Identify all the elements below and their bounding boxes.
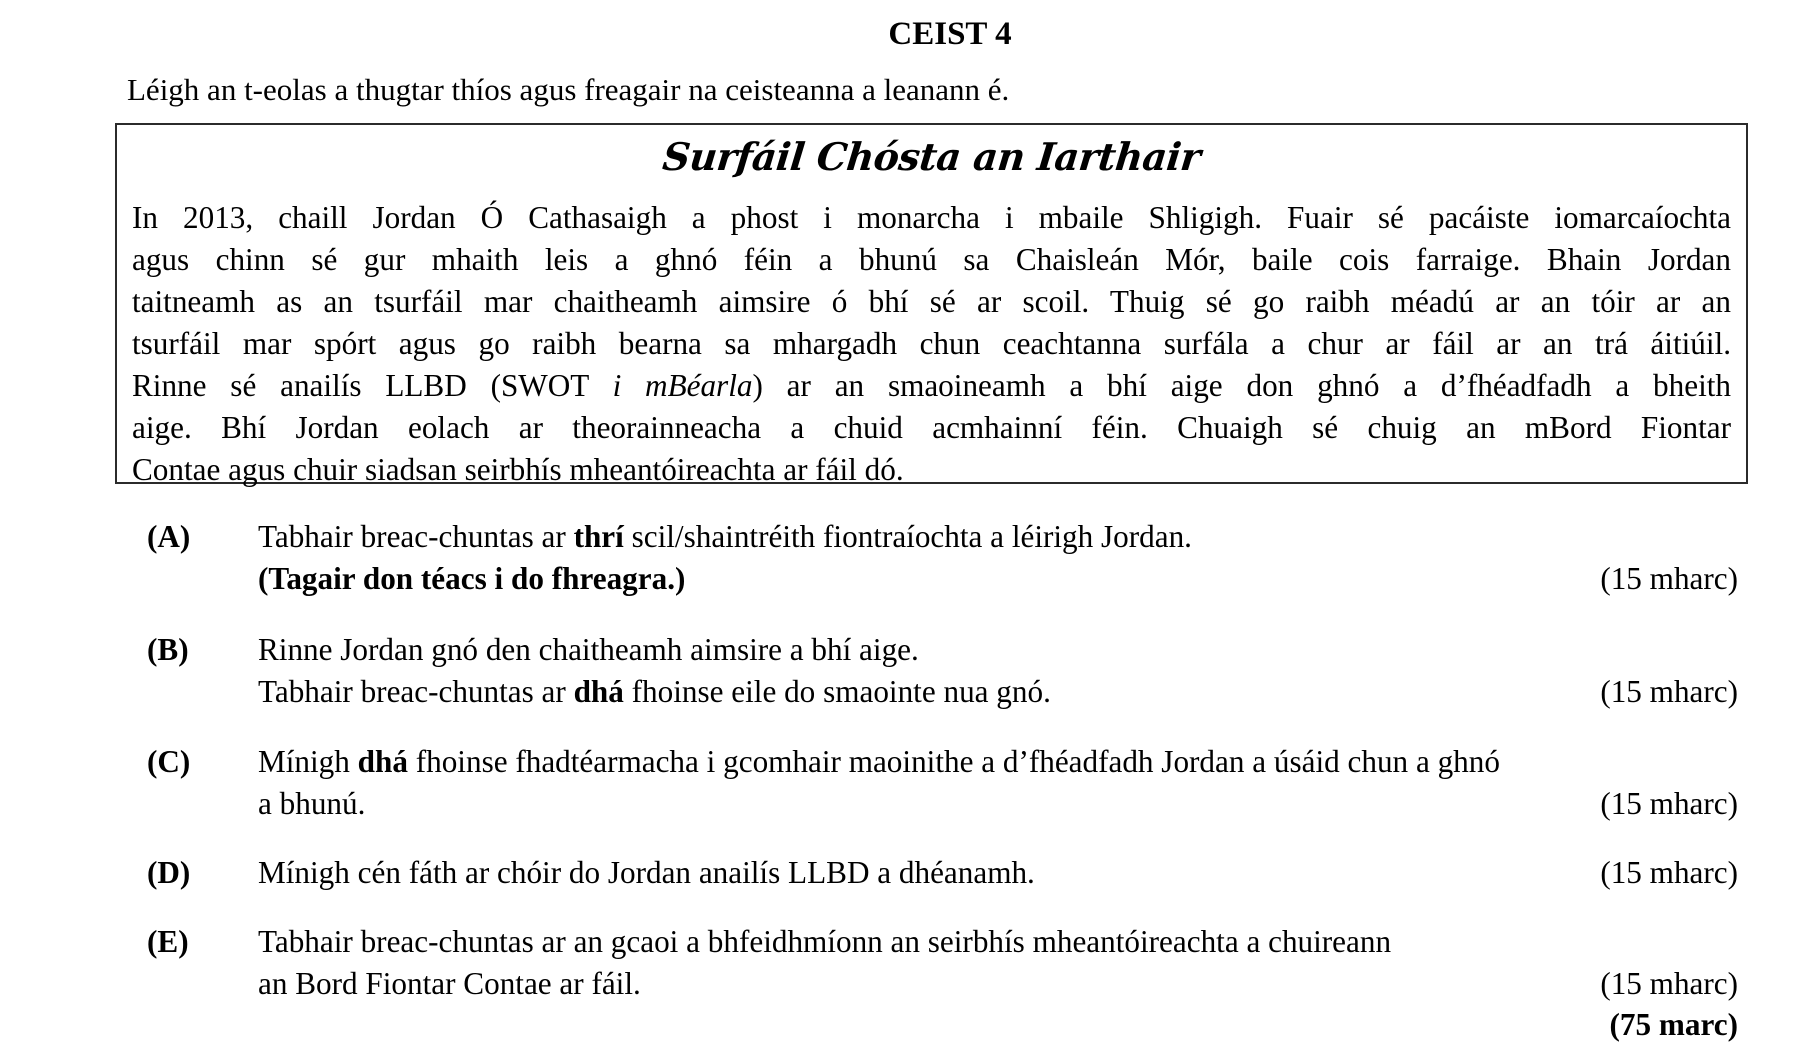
question-marks: (15 mharc)	[1600, 966, 1738, 1001]
question-line: Rinne Jordan gnó den chaitheamh aimsire a bhí aige.	[258, 632, 919, 667]
case-line: In 2013, chaill Jordan Ó Cathasaigh a phost i monarcha i mbaile Shligigh. Fuair sé pacáiste iomarcaíochta	[132, 200, 1731, 235]
instruction-text: Léigh an t-eolas a thugtar thíos agus freagair na ceisteanna a leanann é.	[127, 72, 1010, 107]
question-line: Mínigh cén fáth ar chóir do Jordan anailís LLBD a dhéanamh.	[258, 855, 1035, 890]
case-line: Rinne sé anailís LLBD (SWOT i mBéarla) ar an smaoineamh a bhí aige don ghnó a d’fhéadfadh a bheith	[132, 368, 1731, 403]
question-marks: (15 mharc)	[1600, 786, 1738, 821]
question-line: a bhunú.	[258, 786, 366, 821]
question-letter: (D)	[147, 855, 191, 890]
question-marks: (15 mharc)	[1600, 561, 1738, 596]
case-line: taitneamh as an tsurfáil mar chaitheamh aimsire ó bhí sé ar scoil. Thuig sé go raibh méadú ar an tóir ar an	[132, 284, 1731, 319]
case-line: tsurfáil mar spórt agus go raibh bearna sa mhargadh chun ceachtanna surfála a chur ar fáil ar an trá áitiúil.	[132, 326, 1731, 361]
question-line: Tabhair breac-chuntas ar dhá fhoinse eile do smaointe nua gnó.	[258, 674, 1051, 709]
question-letter: (E)	[147, 924, 189, 959]
case-study-title: Surfáil Chósta an Iarthair	[660, 134, 1203, 179]
question-letter: (B)	[147, 632, 189, 667]
question-heading: CEIST 4	[888, 16, 1012, 52]
case-study-box	[115, 123, 1748, 487]
case-line: aige. Bhí Jordan eolach ar theorainneacha a chuid acmhainní féin. Chuaigh sé chuig an mBord Fiontar	[132, 410, 1731, 445]
total-marks: (75 marc)	[1609, 1007, 1738, 1042]
question-line: an Bord Fiontar Contae ar fáil.	[258, 966, 641, 1001]
question-marks: (15 mharc)	[1600, 855, 1738, 890]
question-line: (Tagair don téacs i do fhreagra.)	[258, 561, 686, 596]
italic-note: i mBéarla	[612, 368, 753, 403]
case-line: agus chinn sé gur mhaith leis a ghnó féin a bhunú sa Chaisleán Mór, baile cois farraige. Bhain Jordan	[132, 242, 1731, 277]
question-letter: (C)	[147, 744, 191, 779]
question-marks: (15 mharc)	[1600, 674, 1738, 709]
case-line: Contae agus chuir siadsan seirbhís mheantóireachta ar fáil dó.	[132, 452, 904, 487]
case-study-text	[132, 197, 1731, 491]
question-line: Mínigh dhá fhoinse fhadtéarmacha i gcomhair maoinithe a d’fhéadfadh Jordan a úsáid chun a ghnó	[258, 744, 1500, 779]
question-letter: (A)	[147, 519, 191, 554]
question-line: Tabhair breac-chuntas ar thrí scil/shaintréith fiontraíochta a léirigh Jordan.	[258, 519, 1192, 554]
question-line: Tabhair breac-chuntas ar an gcaoi a bhfeidhmíonn an seirbhís mheantóireachta a chuireann	[258, 924, 1392, 959]
